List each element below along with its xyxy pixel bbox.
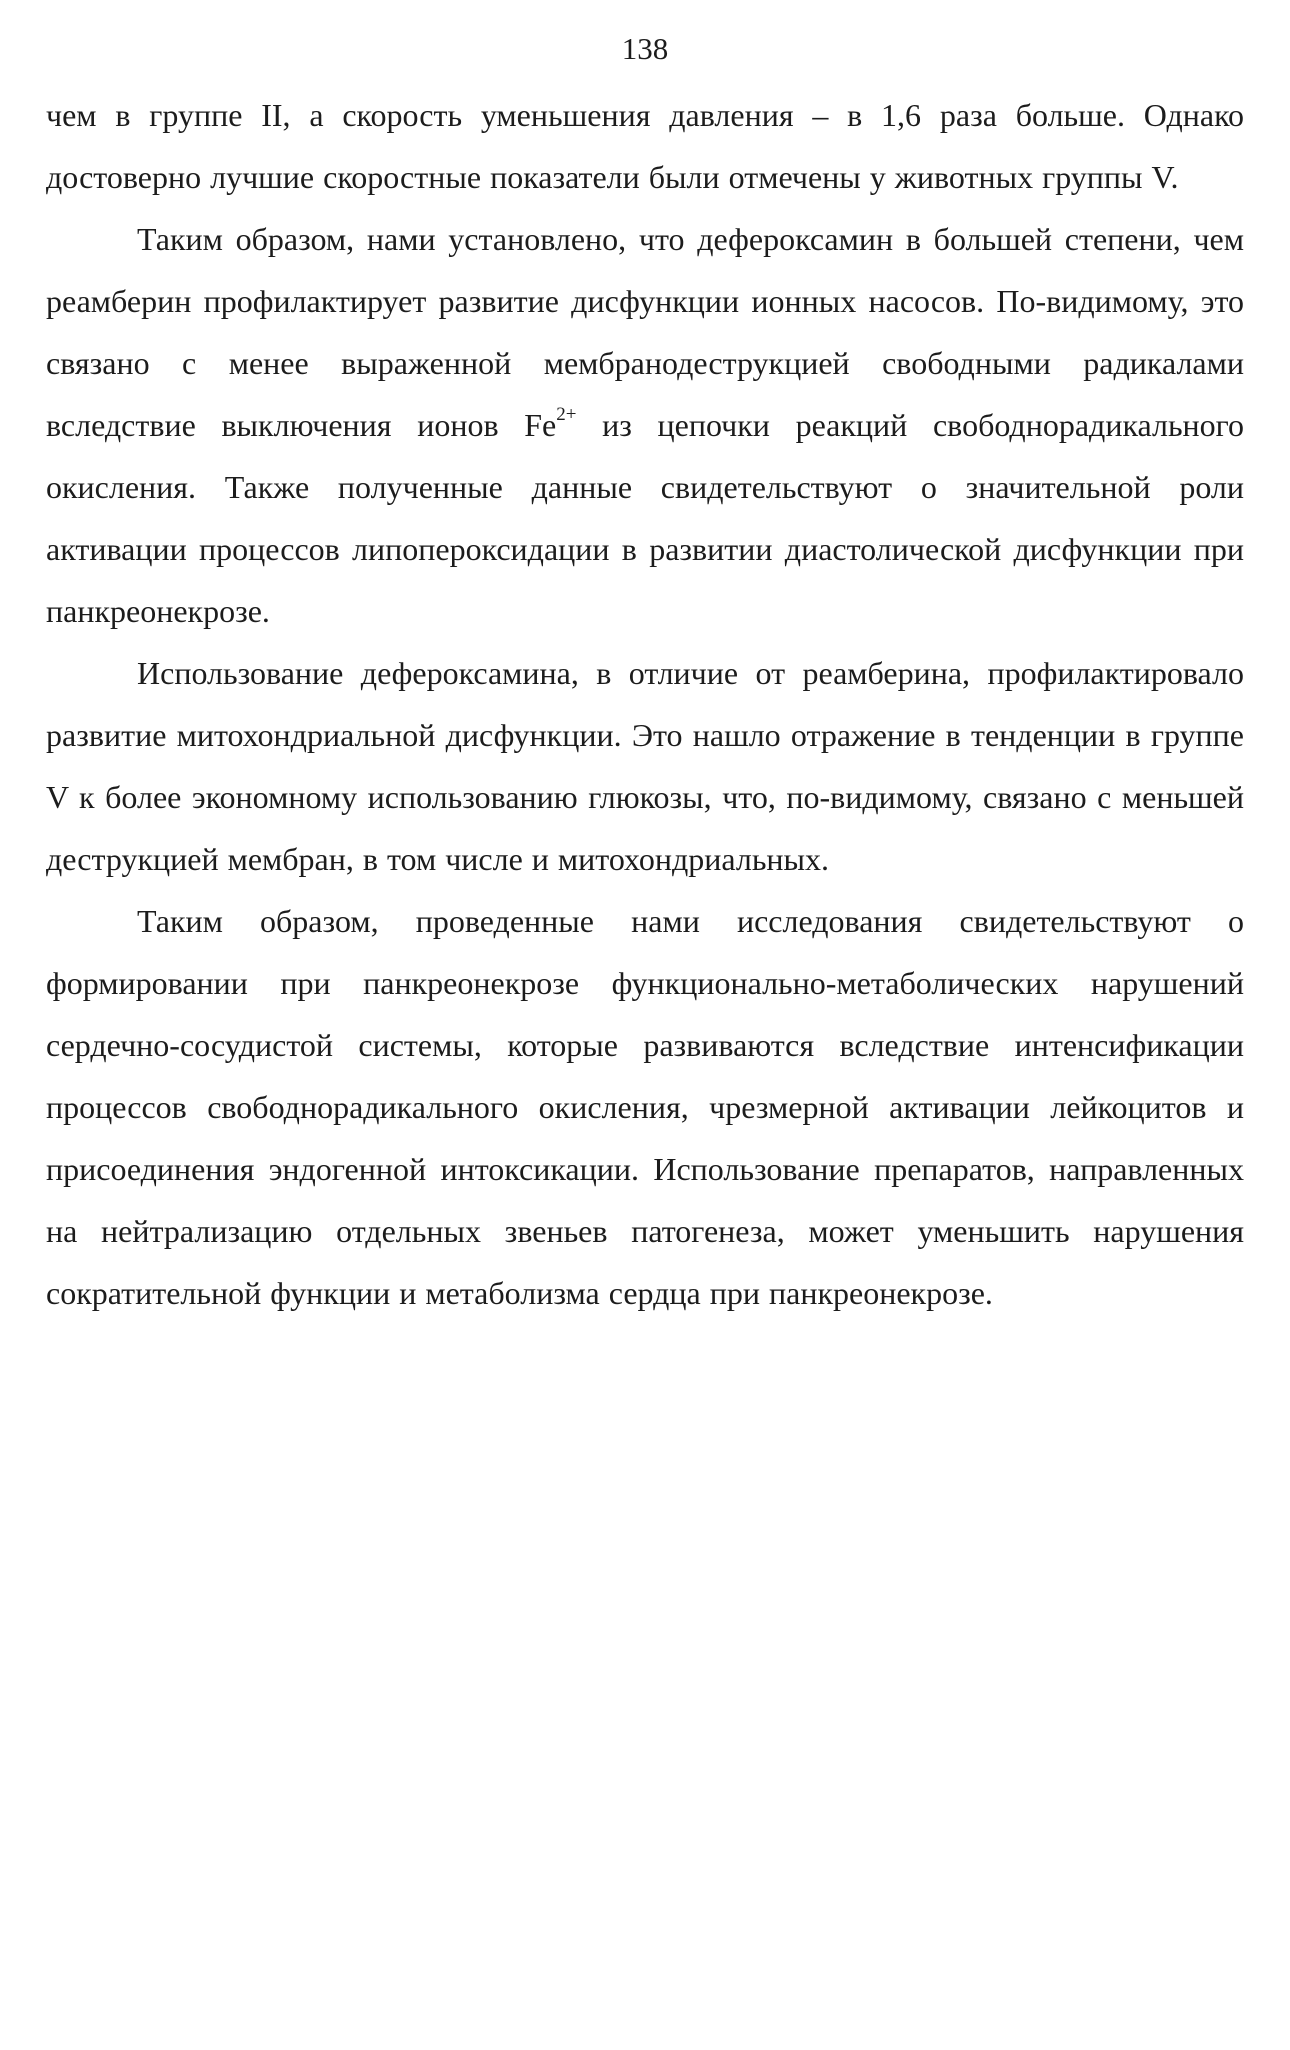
paragraph-2: [46, 208, 1244, 642]
iron-ion-charge: 2+: [556, 404, 577, 426]
paragraph-1: чем в группе II, а скорость уменьшения давления – в 1,6 раза больше. Однако достоверно лучшие скоростные показатели были отмечены у животных группы V.: [46, 97, 1244, 195]
paragraph-2-text-before: Таким образом, нами установлено, что дефероксамин в большей степени, чем реамберин профилактирует развитие дисфункции ионных насосов. По-видимому, это связано с менее выраженной мембранодеструкцией свободными радикалами вследствие выключения ионов Fe: [46, 221, 1244, 443]
paragraph-4: Таким образом, проведенные нами исследования свидетельствуют о формировании при панкреонекрозе функционально-метаболических нарушений сердечно-сосудистой системы, которые развиваются вследствие интенсификации процессов свободнорадикального окисления, чрезмерной активации лейкоцитов и присоединения эндогенной интоксикации. Использование препаратов, направленных на нейтрализацию отдельных звеньев патогенеза, может уменьшить нарушения сократительной функции и метаболизма сердца при панкреонекрозе.: [46, 903, 1244, 1311]
paragraph-3: Использование дефероксамина, в отличие от реамберина, профилактировало развитие митохондриальной дисфункции. Это нашло отражение в тенденции в группе V к более экономному использованию глюкозы, что, по-видимому, связано с меньшей деструкцией мембран, в том числе и митохондриальных.: [46, 655, 1244, 877]
document-body: [46, 84, 1244, 1324]
page-number: 138: [621, 31, 669, 66]
paragraph-2-text-after: из цепочки реакций свободнорадикального окисления. Также полученные данные свидетельствуют о значительной роли активации процессов липопероксидации в развитии диастолической дисфункции при панкреонекрозе.: [46, 407, 1245, 629]
